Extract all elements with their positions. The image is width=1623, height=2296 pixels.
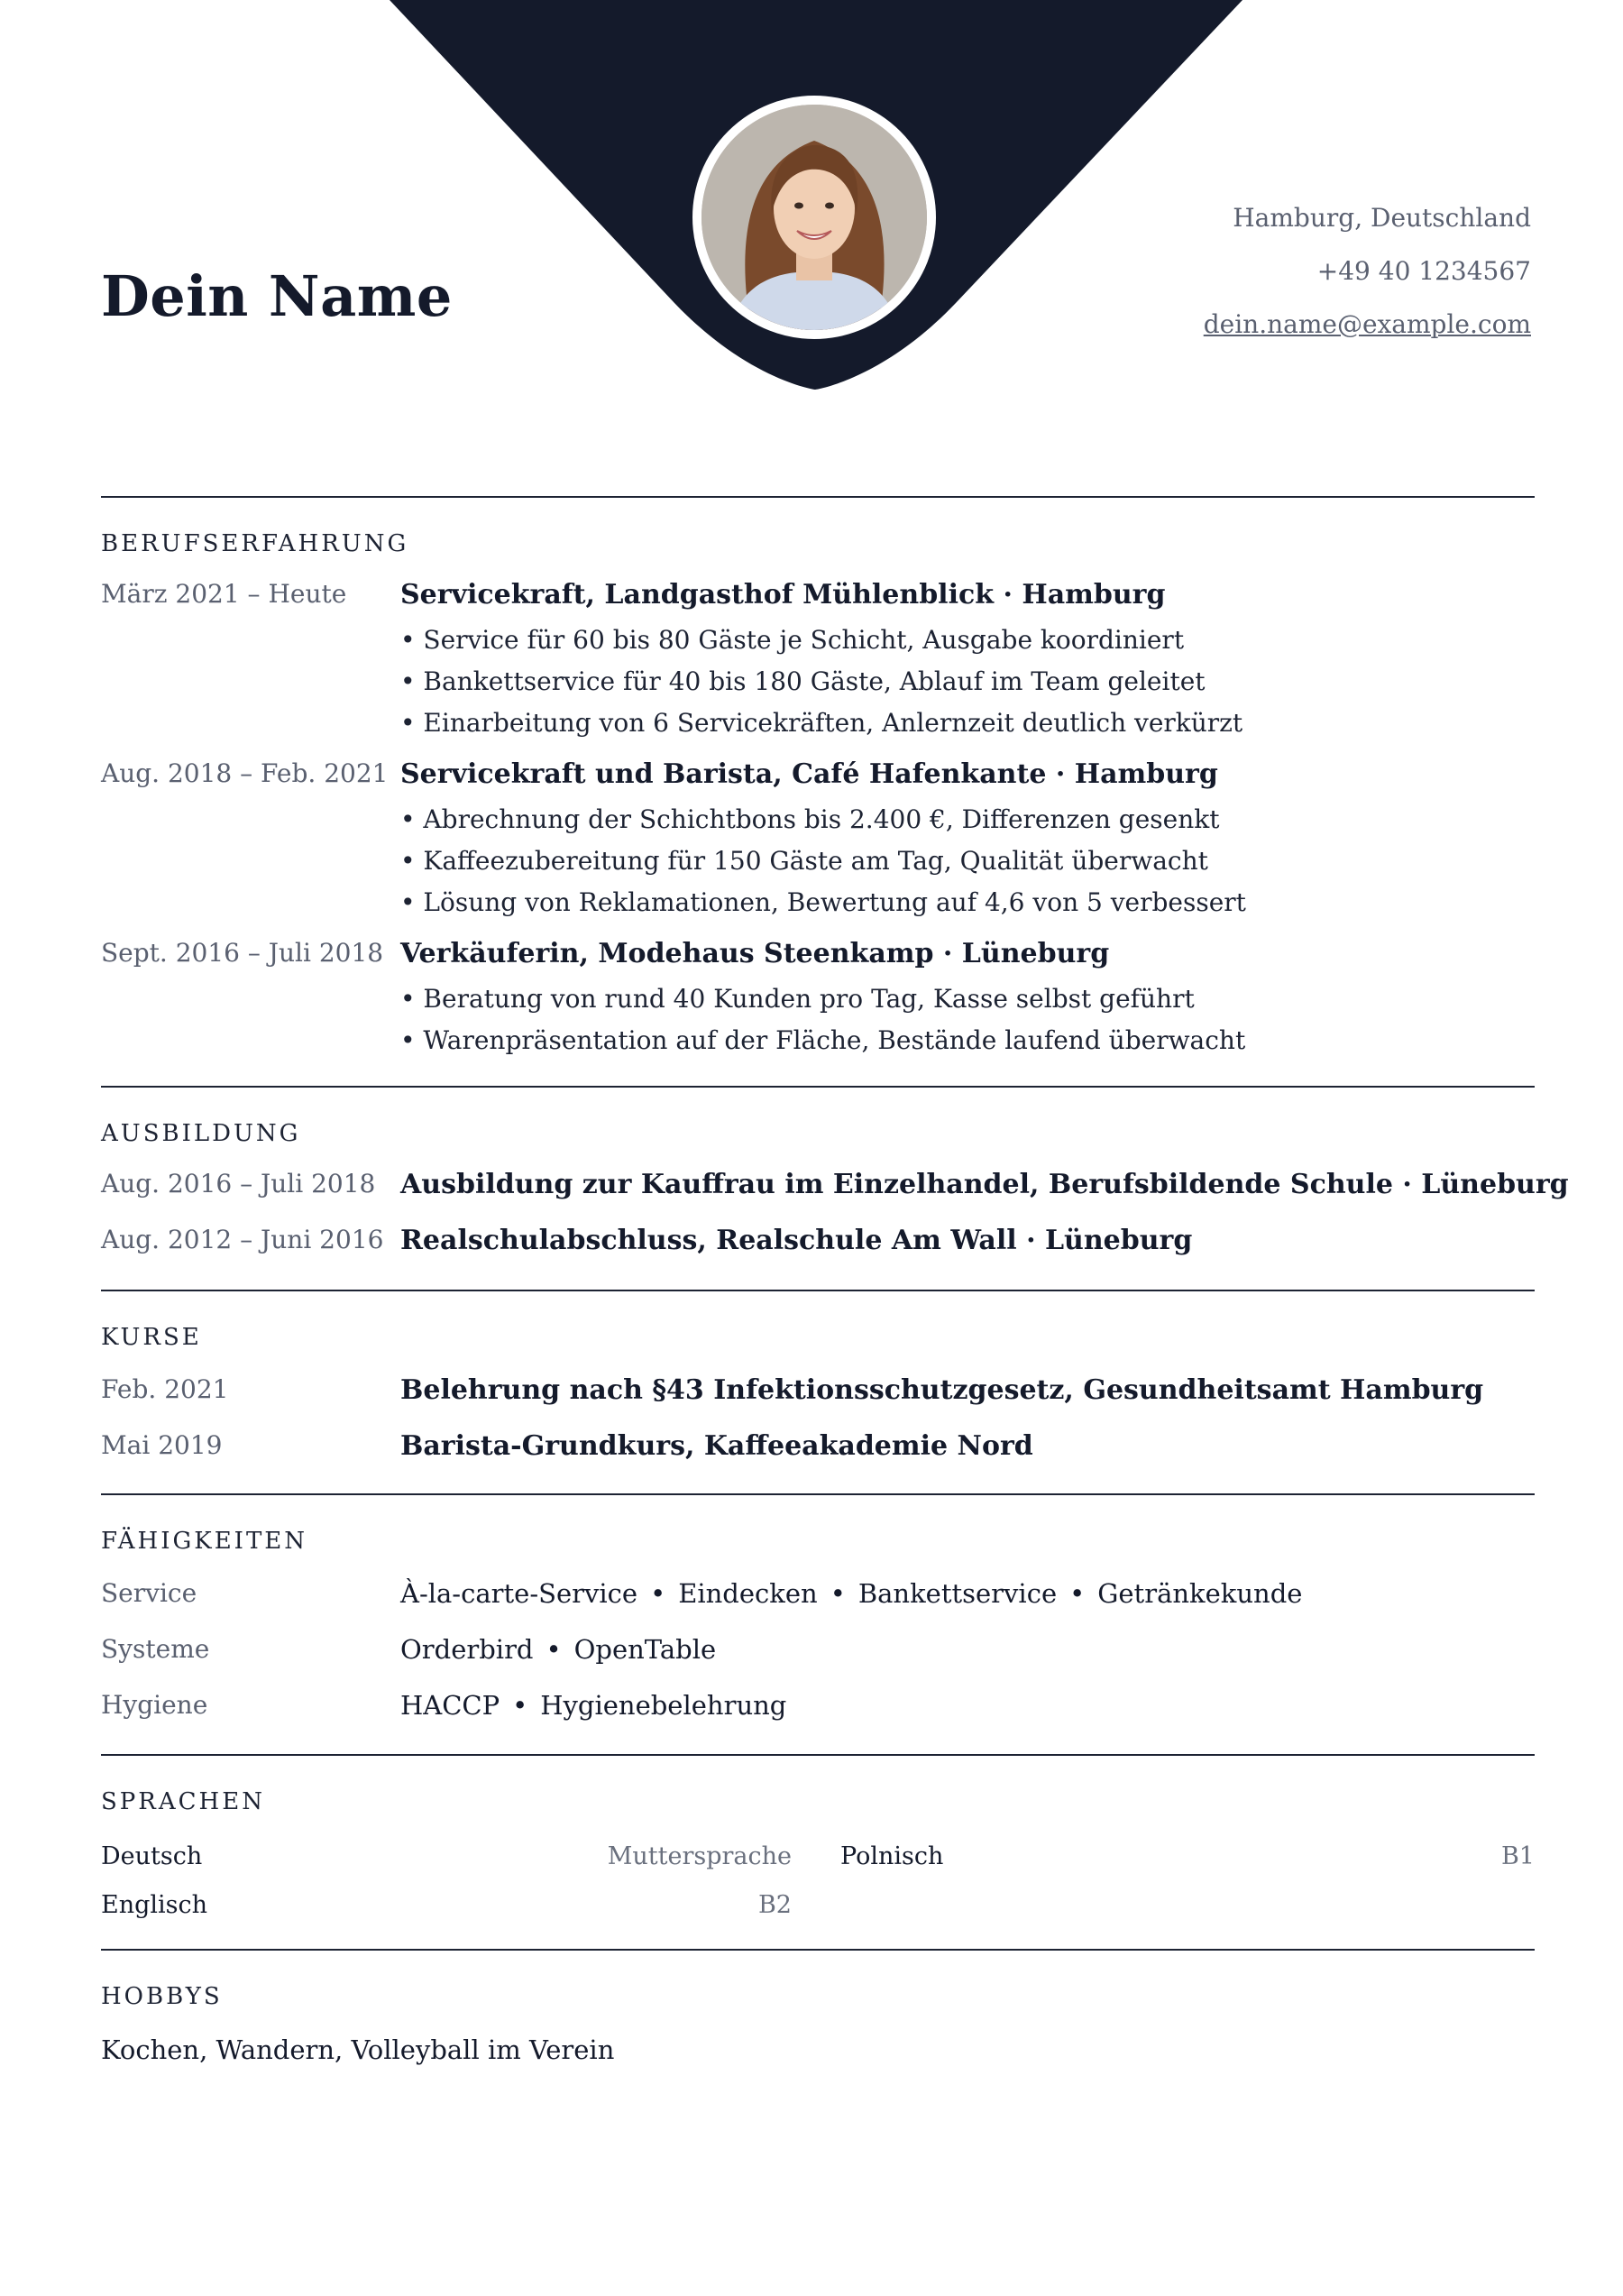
- entry-date: Feb. 2021: [101, 1374, 229, 1404]
- divider: [101, 496, 1535, 498]
- candidate-name: Dein Name: [101, 263, 453, 329]
- entry-date: Aug. 2012 – Juni 2016: [101, 1225, 384, 1254]
- section-title-education: AUSBILDUNG: [101, 1120, 301, 1147]
- skill-item: Hygienebelehrung: [540, 1690, 787, 1721]
- skill-item: HACCP: [400, 1690, 500, 1721]
- bullet-item: • Warenpräsentation auf der Fläche, Bestände laufend überwacht: [400, 1020, 1245, 1061]
- entry-title: Servicekraft und Barista, Café Hafenkante · Hamburg: [400, 758, 1218, 790]
- entry-title: Servicekraft, Landgasthof Mühlenblick · Hamburg: [400, 579, 1166, 611]
- divider: [101, 1493, 1535, 1495]
- entry-date: Sept. 2016 – Juli 2018: [101, 938, 384, 968]
- skill-label: Hygiene: [101, 1690, 208, 1720]
- separator: •: [546, 1634, 562, 1665]
- location: Hamburg, Deutschland: [1233, 203, 1531, 233]
- skill-item: OpenTable: [573, 1634, 717, 1665]
- language-item: [840, 1842, 1535, 1875]
- entry-title: Ausbildung zur Kauffrau im Einzelhandel, Berufsbildende Schule · Lüneburg: [400, 1169, 1569, 1200]
- hobbies-text: Kochen, Wandern, Volleyball im Verein: [101, 2034, 615, 2065]
- entry-title: Realschulabschluss, Realschule Am Wall · Lüneburg: [400, 1225, 1193, 1256]
- bullet-item: • Einarbeitung von 6 Servicekräften, Anlernzeit deutlich verkürzt: [400, 703, 1242, 744]
- separator: •: [1069, 1578, 1086, 1609]
- skill-item: Bankettservice: [857, 1578, 1058, 1609]
- divider: [101, 1754, 1535, 1756]
- entry-title: Barista-Grundkurs, Kaffeeakademie Nord: [400, 1430, 1033, 1462]
- skill-item: Getränkekunde: [1097, 1578, 1303, 1609]
- section-title-courses: KURSE: [101, 1324, 202, 1351]
- phone[interactable]: +49 40 1234567: [1316, 256, 1531, 286]
- email-link[interactable]: dein.name@example.com: [1203, 309, 1531, 339]
- bullet-item: • Bankettservice für 40 bis 180 Gäste, Ablauf im Team geleitet: [400, 661, 1242, 703]
- section-title-languages: SPRACHEN: [101, 1788, 265, 1815]
- skill-values: [400, 1634, 716, 1665]
- skill-label: Systeme: [101, 1634, 210, 1664]
- bullet-item: • Beratung von rund 40 Kunden pro Tag, Kasse selbst geführt: [400, 978, 1245, 1020]
- entry-title: Belehrung nach §43 Infektionsschutzgesetz, Gesundheitsamt Hamburg: [400, 1374, 1484, 1406]
- language-level: B1: [1500, 1842, 1535, 1870]
- skill-label: Service: [101, 1578, 197, 1608]
- entry-date: März 2021 – Heute: [101, 579, 347, 609]
- section-title-skills: FÄHIGKEITEN: [101, 1528, 308, 1555]
- divider: [101, 1290, 1535, 1291]
- divider: [101, 1086, 1535, 1088]
- skill-item: À-la-carte-Service: [400, 1578, 638, 1609]
- divider: [101, 1949, 1535, 1951]
- entry-bullets: [400, 620, 1242, 744]
- language-item: [101, 1891, 792, 1924]
- bullet-item: • Kaffeezubereitung für 150 Gäste am Tag, Qualität überwacht: [400, 840, 1246, 882]
- language-item: [101, 1842, 792, 1875]
- language-name: Englisch: [101, 1891, 208, 1919]
- separator: •: [830, 1578, 846, 1609]
- entry-bullets: [400, 799, 1246, 923]
- language-name: Polnisch: [840, 1842, 944, 1870]
- entry-date: Aug. 2016 – Juli 2018: [101, 1169, 376, 1199]
- skill-values: [400, 1690, 786, 1721]
- section-title-hobbies: HOBBYS: [101, 1983, 223, 2010]
- entry-date: Mai 2019: [101, 1430, 223, 1460]
- profile-photo: [692, 96, 936, 339]
- skill-values: [400, 1578, 1302, 1609]
- bullet-item: • Abrechnung der Schichtbons bis 2.400 €, Differenzen gesenkt: [400, 799, 1246, 840]
- entry-date: Aug. 2018 – Feb. 2021: [101, 758, 389, 788]
- language-name: Deutsch: [101, 1842, 203, 1870]
- language-level: Muttersprache: [607, 1842, 792, 1870]
- skill-item: Eindecken: [678, 1578, 818, 1609]
- skill-item: Orderbird: [400, 1634, 534, 1665]
- contact-block: [1204, 198, 1531, 358]
- entry-bullets: [400, 978, 1245, 1061]
- bullet-item: • Service für 60 bis 80 Gäste je Schicht, Ausgabe koordiniert: [400, 620, 1242, 661]
- separator: •: [650, 1578, 666, 1609]
- entry-title: Verkäuferin, Modehaus Steenkamp · Lüneburg: [400, 938, 1110, 969]
- section-title-experience: BERUFSERFAHRUNG: [101, 530, 409, 557]
- bullet-item: • Lösung von Reklamationen, Bewertung auf 4,6 von 5 verbessert: [400, 882, 1246, 923]
- separator: •: [512, 1690, 528, 1721]
- language-level: B2: [757, 1891, 792, 1919]
